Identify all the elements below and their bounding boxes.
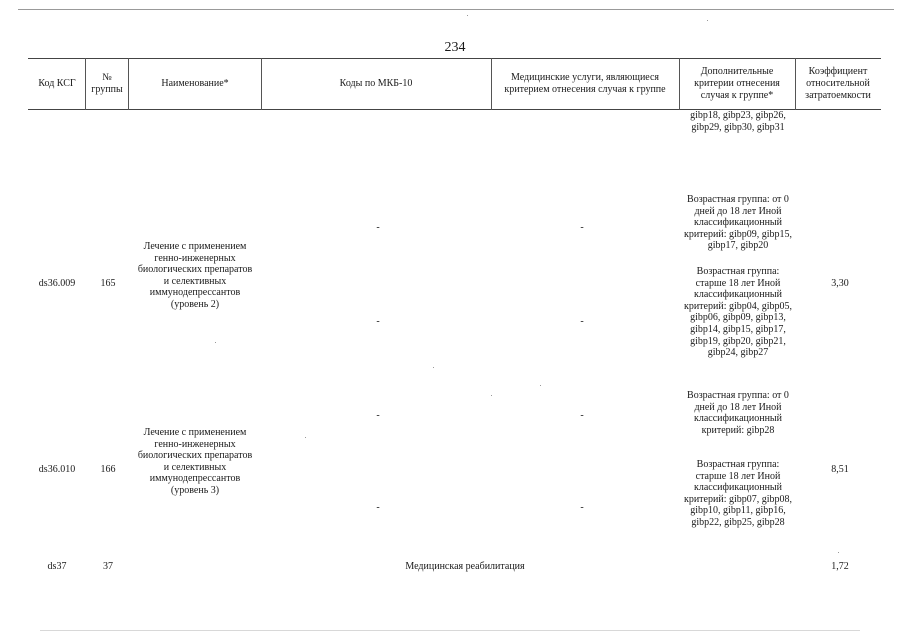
scan-speck <box>305 437 306 438</box>
row-services: - <box>580 316 584 327</box>
header-extra: Дополнительные критерии отнесения случая к группе* <box>694 66 780 101</box>
scan-bottom-edge <box>40 630 860 631</box>
row-code: ds36.010 <box>38 464 76 475</box>
row-coefficient: 1,72 <box>831 561 849 572</box>
row-extra-criteria: Возрастная группа: старше 18 лет Иной классификационный критерий: gibp04, gibp05, gibp06, gibp09, gibp13, gibp14, gibp15, gibp17, gibp19, gibp20, gibp21, gibp24, gibp27 <box>683 266 793 359</box>
row-icd: - <box>376 410 380 421</box>
row-services: - <box>580 502 584 513</box>
header-icd: Коды по МКБ-10 <box>339 78 413 89</box>
col-divider <box>679 58 680 110</box>
col-divider <box>795 58 796 110</box>
page-number: 234 <box>444 40 466 55</box>
table-header-top-border <box>28 58 881 59</box>
row-icd: - <box>376 222 380 233</box>
header-group: № группы <box>91 72 123 95</box>
row-code: ds37 <box>47 561 67 572</box>
row-icd: - <box>376 502 380 513</box>
col-divider <box>128 58 129 110</box>
scan-speck <box>467 15 468 16</box>
row-name: Лечение с применением генно-инженерных биологических препаратов и селективных иммунодепрессантов (уровень 3) <box>137 427 253 496</box>
section-name: Медицинская реабилитация <box>405 561 525 572</box>
row-coefficient: 8,51 <box>831 464 849 475</box>
scan-speck <box>433 367 434 368</box>
row-coefficient: 3,30 <box>831 278 849 289</box>
col-divider <box>261 58 262 110</box>
continuation-extra-criteria: gibp18, gibp23, gibp26, gibp29, gibp30, gibp31 <box>690 110 786 133</box>
col-divider <box>491 58 492 110</box>
row-name: Лечение с применением генно-инженерных биологических препаратов и селективных иммунодепрессантов (уровень 2) <box>137 241 253 310</box>
row-group: 165 <box>100 278 116 289</box>
header-services: Медицинские услуги, являющиеся критерием отнесения случая к группе <box>504 72 666 95</box>
row-extra-criteria: Возрастная группа: от 0 дней до 18 лет Иной классификационный критерий: gibp28 <box>687 390 789 436</box>
scan-speck <box>838 552 839 553</box>
row-code: ds36.009 <box>38 278 76 289</box>
scan-speck <box>540 385 541 386</box>
row-services: - <box>580 410 584 421</box>
scan-speck <box>215 342 216 343</box>
row-extra-criteria: Возрастная группа: от 0 дней до 18 лет Иной классификационный критерий: gibp09, gibp15, gibp17, gibp20 <box>683 194 793 252</box>
row-group: 166 <box>100 464 116 475</box>
scan-speck <box>491 395 492 396</box>
header-name: Наименование* <box>161 78 229 89</box>
header-code: Код КСГ <box>38 78 76 89</box>
header-coef: Коэффициент относительной затратоемкости <box>805 66 871 101</box>
row-icd: - <box>376 316 380 327</box>
scan-speck <box>707 20 708 21</box>
row-group: 37 <box>103 561 113 572</box>
scan-top-edge <box>18 9 894 10</box>
col-divider <box>85 58 86 110</box>
row-services: - <box>580 222 584 233</box>
row-extra-criteria: Возрастная группа: старше 18 лет Иной классификационный критерий: gibp07, gibp08, gibp10, gibp11, gibp16, gibp22, gibp25, gibp28 <box>683 459 793 528</box>
